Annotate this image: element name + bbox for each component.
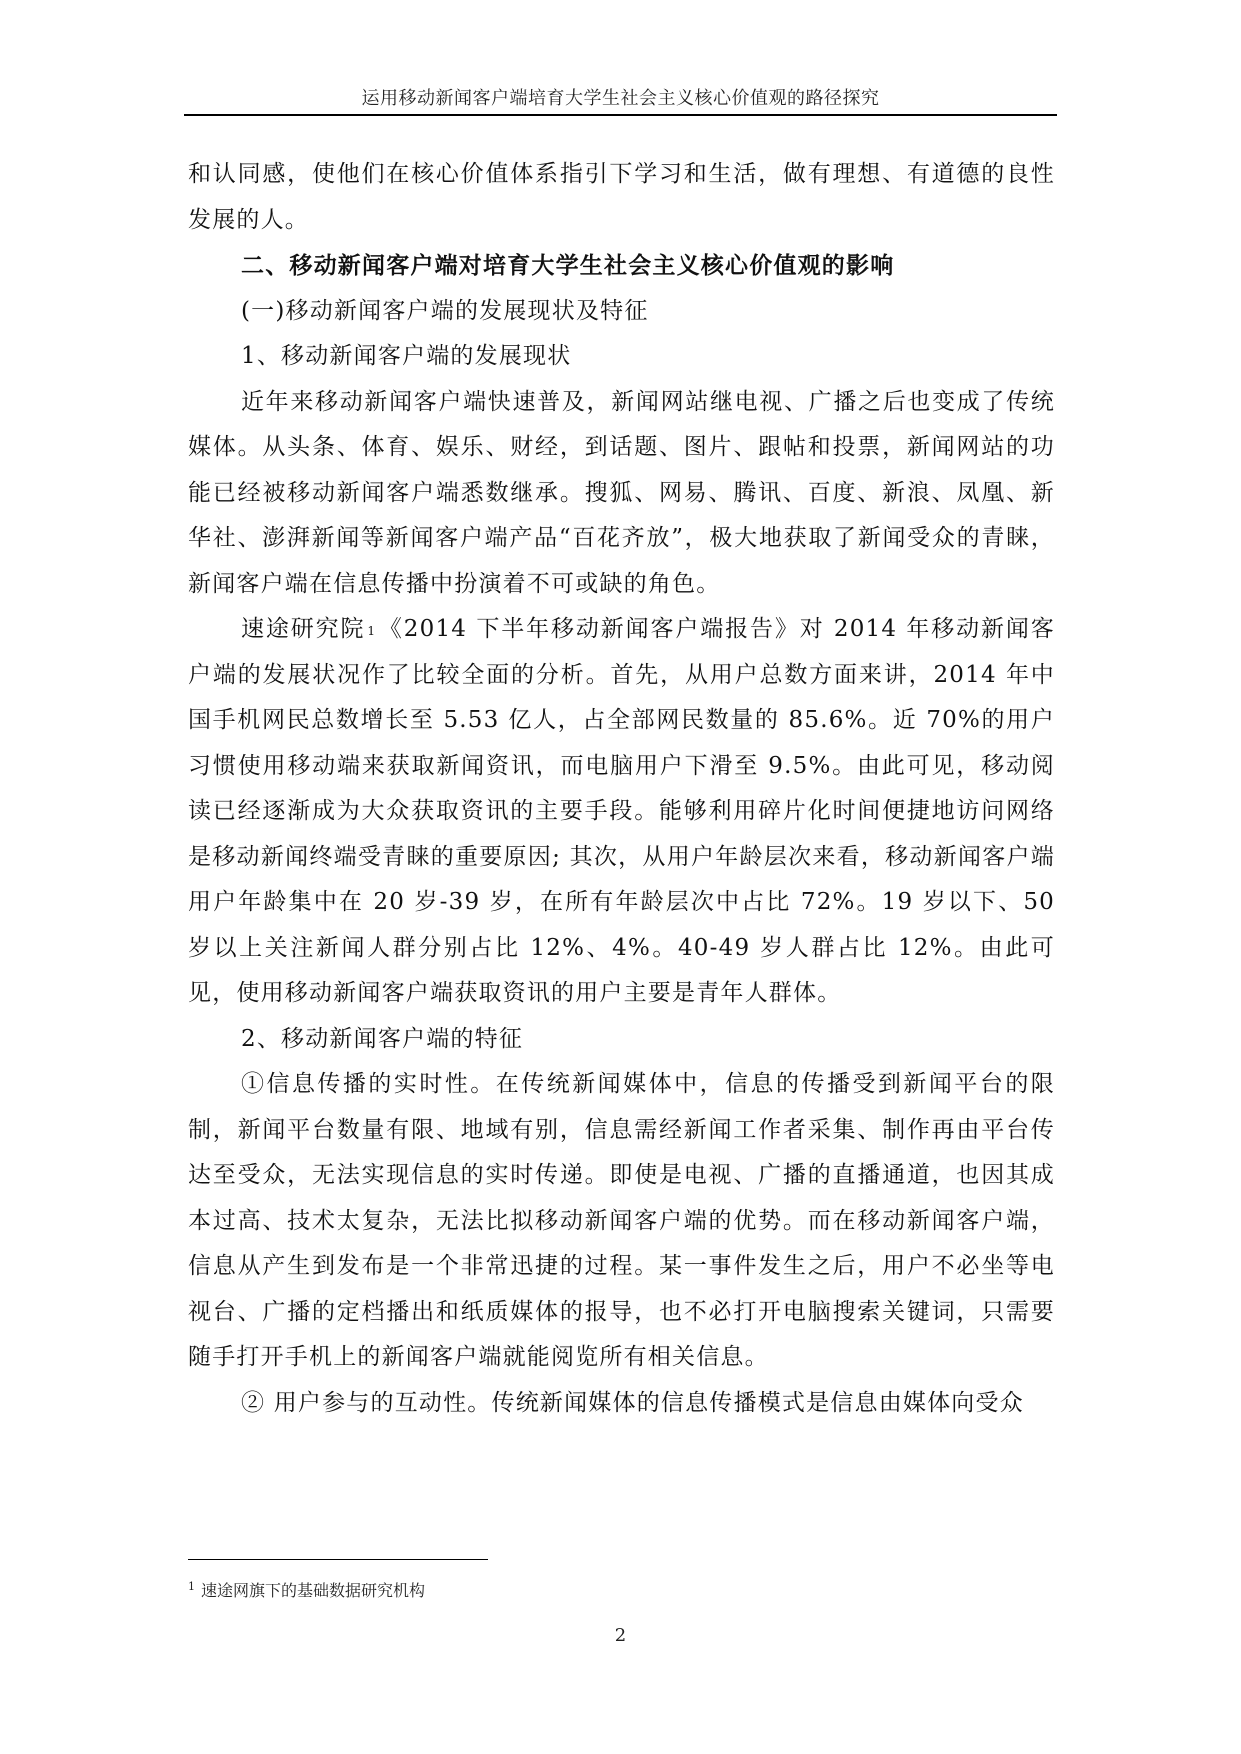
subsection-heading: (一)移动新闻客户端的发展现状及特征 — [241, 297, 649, 324]
report-text: 《2014 下半年移动新闻客户端报告》对 2014 年移动新闻客户端的发展状况作了比较全面的分析。首先，从用户总数方面来讲，2014 年中国手机网民总数增长至 5.53 亿人，占全部网民数量的 85.6%。近 70%的用户习惯使用移动端来获取新闻资讯，而电脑用户下滑至 9.5%。由此可见，移动阅读已经逐渐成为大众获取资讯的主要手段。能够利用碎片化时间便捷地访问网络是移动新闻终端受青睐的重要原因; 其次，从用户年龄层次来看，移动新闻客户端用户年龄集中在 20 岁-39 岁，在所有年龄层次中占比 72%。19 岁以下、50 岁以上关注新闻人群分别占比 12%、4%。40-49 岁人群占比 12%。由此可见，使用移动新闻客户端获取资讯的用户主要是青年人群体。 — [188, 616, 1055, 1006]
footnote — [188, 1578, 425, 1601]
paragraph-interactivity: ② 用户参与的互动性。传统新闻媒体的信息传播模式是信息由媒体向受众 — [241, 1389, 1024, 1416]
page-body — [188, 152, 1055, 1426]
report-source: 速途研究院 — [241, 616, 366, 642]
footnote-text: 速途网旗下的基础数据研究机构 — [201, 1581, 426, 1600]
paragraph-continuation: 和认同感，使他们在核心价值体系指引下学习和生活，做有理想、有道德的良性发展的人。 — [188, 161, 1055, 233]
paragraph-development-status: 近年来移动新闻客户端快速普及，新闻网站继电视、广播之后也变成了传统媒体。从头条、体育、娱乐、财经，到话题、图片、跟帖和投票，新闻网站的功能已经被移动新闻客户端悉数继承。搜狐、网易、腾讯、百度、新浪、凤凰、新华社、澎湃新闻等新闻客户端产品“百花齐放”，极大地获取了新闻受众的青睐，新闻客户端在信息传播中扮演着不可或缺的角色。 — [188, 388, 1055, 597]
running-header: 运用移动新闻客户端培育大学生社会主义核心价值观的路径探究 — [361, 88, 880, 109]
footnote-rule — [188, 1559, 488, 1560]
subsubsection-heading-1: 1、移动新闻客户端的发展现状 — [241, 343, 572, 369]
section-heading: 二、移动新闻客户端对培育大学生社会主义核心价值观的影响 — [241, 252, 895, 279]
footnote-reference[interactable]: 1 — [367, 624, 377, 638]
paragraph-report-analysis — [188, 607, 1055, 1017]
header-rule — [184, 114, 1057, 116]
footnote-marker: 1 — [188, 1579, 195, 1593]
paragraph-realtime: ①信息传播的实时性。在传统新闻媒体中，信息的传播受到新闻平台的限制，新闻平台数量有限、地域有别，信息需经新闻工作者采集、制作再由平台传达至受众，无法实现信息的实时传递。即使是电视、广播的直播通道，也因其成本过高、技术太复杂，无法比拟移动新闻客户端的优势。而在移动新闻客户端，信息从产生到发布是一个非常迅捷的过程。某一事件发生之后，用户不必坐等电视台、广播的定档播出和纸质媒体的报导，也不必打开电脑搜索关键词，只需要随手打开手机上的新闻客户端就能阅览所有相关信息。 — [188, 1071, 1055, 1370]
page-number: 2 — [614, 1625, 627, 1646]
subsubsection-heading-2: 2、移动新闻客户端的特征 — [241, 1025, 524, 1052]
